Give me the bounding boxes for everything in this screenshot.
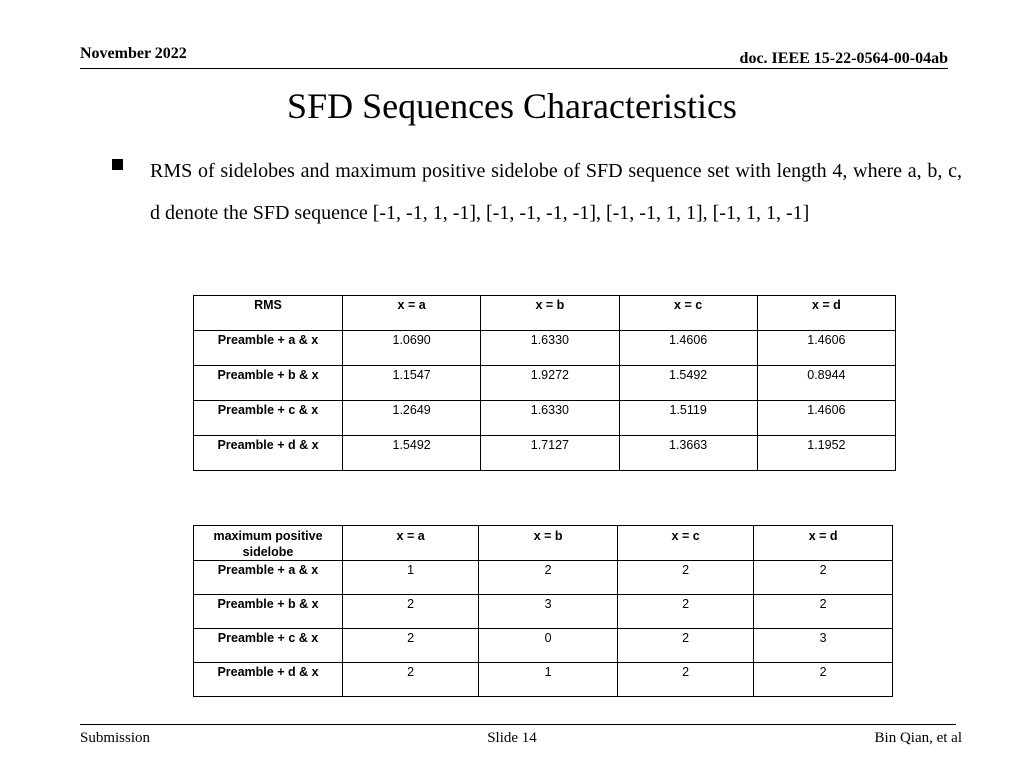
header-doc-id: doc. IEEE 15-22-0564-00-04ab (739, 50, 948, 67)
table-cell: 2 (343, 595, 479, 629)
table-cell: 2 (754, 663, 893, 697)
table-cell: 2 (617, 561, 753, 595)
table-cell: 1.0690 (343, 331, 481, 366)
table-row (194, 366, 896, 401)
column-header: x = b (481, 296, 619, 331)
row-header: Preamble + a & x (194, 561, 343, 595)
table-cell: 1.4606 (757, 401, 895, 436)
footer-divider (80, 724, 956, 725)
max-sidelobe-table (193, 525, 893, 697)
row-header: Preamble + b & x (194, 366, 343, 401)
table-header-row (194, 296, 896, 331)
column-header: x = d (754, 526, 893, 561)
table-cell: 2 (754, 561, 893, 595)
rms-table (193, 295, 896, 471)
table-cell: 0 (479, 629, 618, 663)
column-header: x = c (617, 526, 753, 561)
table-cell: 1.1952 (757, 436, 895, 471)
table-row (194, 331, 896, 366)
square-bullet-icon (112, 159, 123, 170)
footer-author: Bin Qian, et al (874, 730, 962, 746)
slide-title: SFD Sequences Characteristics (287, 86, 737, 126)
header-date: November 2022 (80, 45, 187, 62)
table-cell: 1.6330 (481, 331, 619, 366)
table-corner-cell: maximum positive sidelobe (194, 526, 343, 561)
table-cell: 1.9272 (481, 366, 619, 401)
row-header: Preamble + d & x (194, 663, 343, 697)
table-cell: 1.3663 (619, 436, 757, 471)
table-header-row (194, 526, 893, 561)
table-cell: 2 (343, 629, 479, 663)
table-row (194, 629, 893, 663)
table-row (194, 436, 896, 471)
row-header: Preamble + a & x (194, 331, 343, 366)
table-cell: 2 (343, 663, 479, 697)
table-cell: 1.5492 (343, 436, 481, 471)
column-header: x = c (619, 296, 757, 331)
table-cell: 3 (479, 595, 618, 629)
table-cell: 1.6330 (481, 401, 619, 436)
row-header: Preamble + c & x (194, 629, 343, 663)
table-row (194, 561, 893, 595)
table-row (194, 663, 893, 697)
bullet-text: RMS of sidelobes and maximum positive sidelobe of SFD sequence set with length 4, where a, b, c, d denote the SFD sequence [-1, -1, 1, -1], [-1, -1, -1, -1], [-1, -1, 1, 1], [-1, 1, 1, -1] (150, 160, 962, 224)
header-divider (80, 68, 948, 69)
footer-submission: Submission (80, 730, 151, 746)
table-cell: 1.4606 (757, 331, 895, 366)
column-header: x = a (343, 526, 479, 561)
table-cell: 2 (479, 561, 618, 595)
table-cell: 0.8944 (757, 366, 895, 401)
table-cell: 1 (479, 663, 618, 697)
row-header: Preamble + b & x (194, 595, 343, 629)
table-cell: 2 (617, 663, 753, 697)
table-row (194, 595, 893, 629)
table-cell: 2 (617, 595, 753, 629)
table-cell: 2 (754, 595, 893, 629)
column-header: x = b (479, 526, 618, 561)
row-header: Preamble + d & x (194, 436, 343, 471)
row-header: Preamble + c & x (194, 401, 343, 436)
table-cell: 3 (754, 629, 893, 663)
table-cell: 1.7127 (481, 436, 619, 471)
table-cell: 1.5492 (619, 366, 757, 401)
column-header: x = a (343, 296, 481, 331)
table-corner-cell: RMS (194, 296, 343, 331)
table-cell: 1.5119 (619, 401, 757, 436)
table-cell: 1.4606 (619, 331, 757, 366)
table-cell: 1 (343, 561, 479, 595)
table-cell: 1.1547 (343, 366, 481, 401)
table-cell: 1.2649 (343, 401, 481, 436)
table-row (194, 401, 896, 436)
table-cell: 2 (617, 629, 753, 663)
footer-slide-number: Slide 14 (487, 730, 537, 746)
column-header: x = d (757, 296, 895, 331)
